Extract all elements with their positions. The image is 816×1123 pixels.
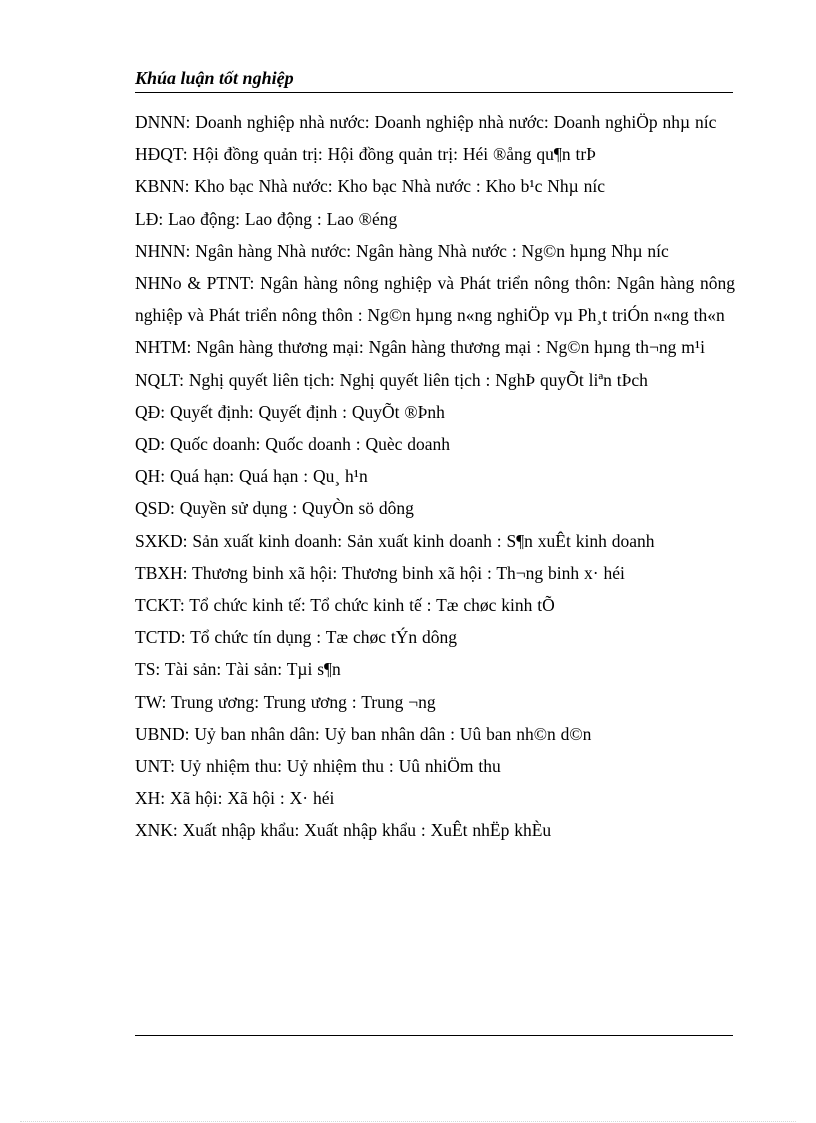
list-item: DNNN: Doanh nghiệp nhà nước: Doanh nghiệp nhà nước: Doanh nghiÖp nhµ níc: [135, 112, 717, 132]
list-item: UBND: Uỷ ban nhân dân: Uỷ ban nhân dân : Uû ban nh©n d©n: [135, 723, 592, 744]
list-item: TCKT: Tổ chức kinh tế: Tổ chức kinh tế : Tæ chøc kinh tÕ: [135, 595, 555, 616]
list-item: SXKD: Sản xuất kinh doanh: Sản xuất kinh doanh : S¶n xuÊt kinh doanh: [135, 530, 655, 551]
list-item: QSD: Quyền sử dụng : QuyÒn sö dông: [135, 498, 414, 519]
list-item: XNK: Xuất nhập khẩu: Xuất nhập khẩu : XuÊt nhËp khÈu: [135, 820, 552, 841]
list-item: NHNo & PTNT: Ngân hàng nông nghiệp và Phát triển nông thôn: Ngân hàng nông nghiệp và Phát triển nông thôn : Ng©n hµng n«ng nghiÖp vµ Ph¸t triÓn n«ng th«n: [135, 273, 735, 326]
list-item: HĐQT: Hội đồng quản trị: Hội đồng quản trị: Héi ®ång qu¶n trÞ: [135, 144, 596, 165]
footer-divider: [135, 1035, 733, 1036]
list-item: NHNN: Ngân hàng Nhà nước: Ngân hàng Nhà nước : Ng©n hµng Nhµ níc: [135, 240, 669, 261]
page-bottom-edge: [20, 1121, 796, 1122]
list-item: TS: Tài sản: Tài sản: Tµi s¶n: [135, 659, 341, 680]
list-item: TBXH: Thương binh xã hội: Thương binh xã hội : Th¬ng binh x· héi: [135, 562, 625, 583]
list-item: KBNN: Kho bạc Nhà nước: Kho bạc Nhà nước : Kho b¹c Nhµ níc: [135, 176, 605, 197]
list-item: NQLT: Nghị quyết liên tịch: Nghị quyết liên tịch : NghÞ quyÕt liªn tÞch: [135, 369, 648, 390]
list-item: TCTD: Tổ chức tín dụng : Tæ chøc tÝn dông: [135, 627, 457, 648]
list-item: UNT: Uỷ nhiệm thu: Uỷ nhiệm thu : Uû nhiÖm thu: [135, 756, 501, 777]
list-item: QH: Quá hạn: Quá hạn : Qu¸ h¹n: [135, 466, 368, 487]
list-item: LĐ: Lao động: Lao động : Lao ®éng: [135, 208, 398, 229]
list-item: NHTM: Ngân hàng thương mại: Ngân hàng thương mại : Ng©n hµng th¬ng m¹i: [135, 337, 705, 358]
list-item: QĐ: Quyết định: Quyết định : QuyÕt ®Þnh: [135, 401, 445, 422]
abbreviation-list: [135, 106, 735, 847]
page-header: [135, 66, 733, 93]
list-item: XH: Xã hội: Xã hội : X· héi: [135, 788, 335, 809]
list-item: TW: Trung ương: Trung ương : Trung ¬ng: [135, 691, 436, 712]
page-title: Khúa luận tốt nghiệp: [135, 68, 294, 88]
list-item: QD: Quốc doanh: Quốc doanh : Quèc doanh: [135, 434, 451, 455]
